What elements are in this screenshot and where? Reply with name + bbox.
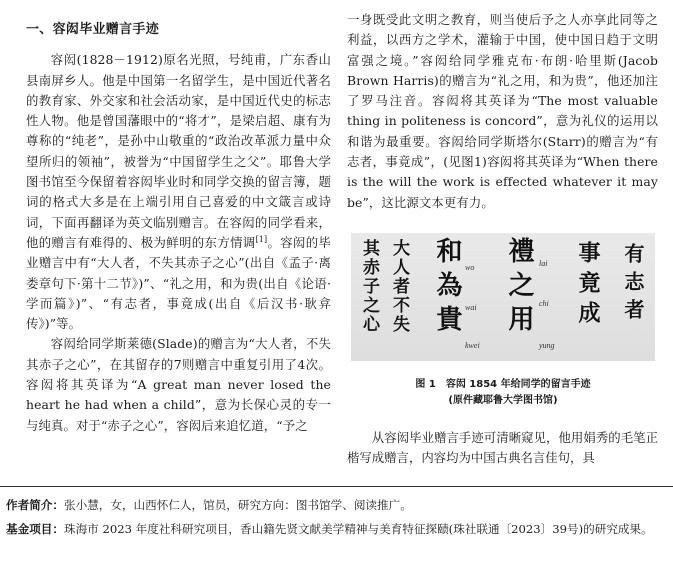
section-heading: 一、容闳毕业赠言手迹 bbox=[26, 22, 160, 37]
right-paragraph-bottom: 从容闳毕业赠言手迹可清晰窥见，他用娟秀的毛笔正楷写成赠言，内容均为中国古典名言佳句，具 bbox=[347, 430, 658, 466]
left-paragraph-1 bbox=[26, 50, 331, 334]
footnote-ref[interactable]: [1] bbox=[255, 234, 268, 244]
fund-note bbox=[6, 520, 666, 539]
figure-caption-title: 图 1 容闳 1854 年给同学的留言手迹 bbox=[415, 379, 591, 390]
romanization-wai: wai bbox=[465, 303, 477, 312]
footer-rule bbox=[0, 486, 673, 487]
fund-text: 珠海市 2023 年度社科研究项目，香山籍先贤文献美学精神与美育特征探赜(珠社联通〔2023〕39号)的研究成果。 bbox=[63, 522, 653, 536]
romanization-chi: chi bbox=[539, 299, 549, 308]
romanization-yung: yung bbox=[539, 341, 555, 350]
left-paragraph-1-tail: 。容闳的毕业赠言中有“大人者，不失其赤子之心”(出自《孟子·离娄章句下·第十二节》)”、“礼之用，和为贵(出自《论语·学而篇》)”、“有志者，事竟成(出自《后汉书·耿弇传》)”等。 bbox=[26, 234, 331, 332]
calligraphy-col-2: 大人者不失 bbox=[389, 239, 409, 334]
calligraphy-col-5: 事竟成 bbox=[575, 241, 601, 331]
author-text: 张小慧，女，山西怀仁人，馆员，研究方向：图书馆学、阅读推广。 bbox=[63, 498, 412, 512]
right-column-top bbox=[347, 10, 658, 213]
calligraphy-col-3: 和為貴 bbox=[432, 237, 462, 339]
right-paragraph-top: 一身既受此文明之教育，则当使后予之人亦享此同等之利益，以西方之学术，灌输于中国，使中国日趋于文明富强之境。”容闳给同学雅克布·布朗·哈里斯(Jacob Brown Harris)的赠言为“礼之用，和为贵”，他还加注了罗马注音。容闳将其英译为“The most valuable thing in politeness is concord”，意为礼仪的运用以和谐为最重要。容闳给同学斯塔尔(Starr)的赠言为“有志者，事竟成”，(见图1)容闳将其英译为“When there is the will the work is effected whatever it may be”，这比源文本更有力。 bbox=[347, 12, 658, 210]
calligraphy-col-6: 有志者 bbox=[621, 243, 645, 327]
left-column bbox=[26, 10, 331, 436]
author-note bbox=[6, 496, 666, 515]
fund-label: 基金项目： bbox=[6, 522, 64, 536]
figure-caption-source: (原件藏耶鲁大学图书馆) bbox=[448, 395, 558, 406]
romanization-lai: lai bbox=[539, 259, 548, 268]
right-column-bottom bbox=[347, 428, 658, 469]
figure-1-image bbox=[351, 233, 655, 361]
calligraphy-col-1: 其赤子之心 bbox=[359, 239, 379, 334]
romanization-wo: wo bbox=[465, 263, 475, 272]
calligraphy-col-4: 禮之用 bbox=[504, 237, 534, 339]
left-paragraph-1-text: 容闳(1828－1912)原名光照，号纯甫，广东香山县南屏乡人。他是中国第一名留学生，是中国近代著名的教育家、外交家和社会活动家，是中国近代史的标志性人物。他是曾国藩眼中的“将才”，是梁启超、康有为尊称的“纯老”，是孙中山敬重的“政治改革派力量中众望所归的领袖”，被誉为“中国留学生之父”。耶鲁大学图书馆至今保留着容闳毕业时和同学交换的留言簿，题词的格式大多是在上端引用自己喜爱的中文箴言或诗词，下面再翻译为英文临别赠言。在容闳的同学看来，他的赠言有难得的、极为鲜明的东方情调 bbox=[26, 52, 331, 250]
left-paragraph-2: 容闳给同学斯莱德(Slade)的赠言为“大人者，不失其赤子之心”，在其留存的7则赠言中重复引用了4次。容闳将其英译为“A great man never losed the heart he had when a child”，意为长保心灵的专一与纯真。对于“赤子之心”，容闳后来追忆道，“予之 bbox=[26, 336, 331, 433]
romanization-kwei: kwei bbox=[465, 341, 480, 350]
author-label: 作者简介： bbox=[6, 498, 64, 512]
